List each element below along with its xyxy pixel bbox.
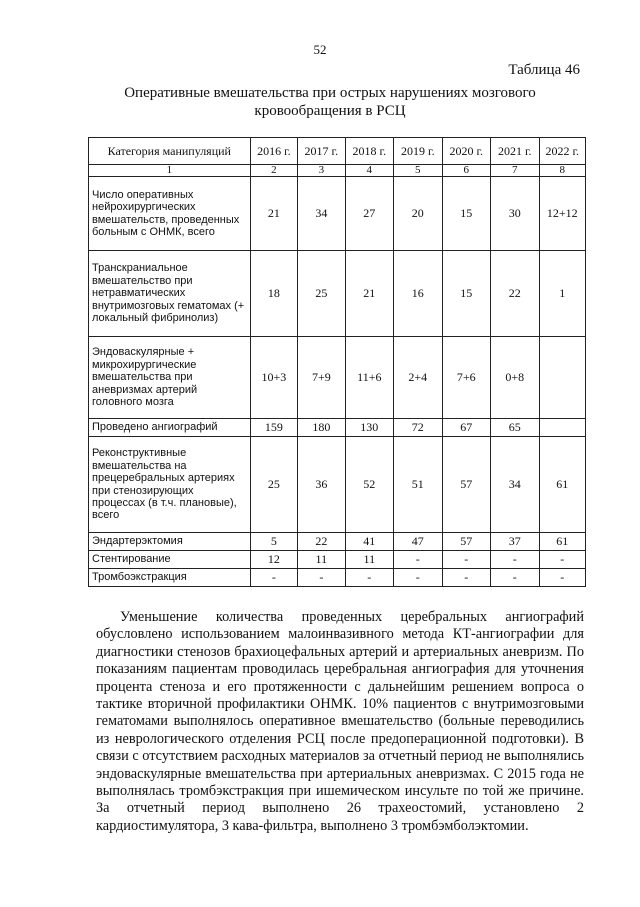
cell-value: 18 bbox=[250, 251, 297, 337]
cell-value: 15 bbox=[442, 251, 490, 337]
cell-value: 22 bbox=[491, 251, 539, 337]
cell-value: 41 bbox=[345, 533, 393, 551]
cell-value: - bbox=[298, 569, 345, 587]
cell-value bbox=[539, 419, 586, 437]
surgery-table bbox=[88, 137, 586, 587]
header-row bbox=[89, 138, 586, 165]
cell-value: 27 bbox=[345, 177, 393, 251]
cell-value: 10+3 bbox=[250, 337, 297, 419]
cell-value: 65 bbox=[491, 419, 539, 437]
cell-value: 57 bbox=[442, 437, 490, 533]
table-title: Оперативные вмешательства при острых нарушениях мозгового кровообращения в РСЦ bbox=[124, 85, 536, 119]
row-label: Транскраниальное вмешательство при нетравматических внутримозговых гематомах (+ локальный фибринолиз) bbox=[89, 251, 251, 337]
header-year: 2022 г. bbox=[539, 138, 586, 165]
column-number: 1 bbox=[89, 165, 251, 177]
cell-value: 12 bbox=[250, 551, 297, 569]
header-year: 2017 г. bbox=[298, 138, 345, 165]
table-row bbox=[89, 437, 586, 533]
table-row bbox=[89, 177, 586, 251]
cell-value: 159 bbox=[250, 419, 297, 437]
row-label: Реконструктивные вмешательства на прецеребральных артериях при стенозирующих процессах (в т.ч. плановые), всего bbox=[89, 437, 251, 533]
column-number-row bbox=[89, 165, 586, 177]
cell-value: - bbox=[491, 569, 539, 587]
cell-value: - bbox=[250, 569, 297, 587]
cell-value: - bbox=[394, 551, 442, 569]
cell-value: - bbox=[394, 569, 442, 587]
cell-value: 51 bbox=[394, 437, 442, 533]
cell-value: 61 bbox=[539, 437, 586, 533]
column-number: 4 bbox=[345, 165, 393, 177]
cell-value: 5 bbox=[250, 533, 297, 551]
cell-value: 16 bbox=[394, 251, 442, 337]
cell-value: 61 bbox=[539, 533, 586, 551]
cell-value: 34 bbox=[491, 437, 539, 533]
table-row bbox=[89, 533, 586, 551]
row-label: Проведено ангиографий bbox=[89, 419, 251, 437]
column-number: 8 bbox=[539, 165, 586, 177]
row-label: Число оперативных нейрохирургических вмешательств, проведенных больным с ОНМК, всего bbox=[89, 177, 251, 251]
cell-value: 11+6 bbox=[345, 337, 393, 419]
cell-value: 11 bbox=[345, 551, 393, 569]
cell-value: 21 bbox=[250, 177, 297, 251]
cell-value: 15 bbox=[442, 177, 490, 251]
cell-value: 25 bbox=[298, 251, 345, 337]
table-row bbox=[89, 551, 586, 569]
table-row bbox=[89, 569, 586, 587]
header-year: 2019 г. bbox=[394, 138, 442, 165]
table-row bbox=[89, 419, 586, 437]
row-label: Тромбоэкстракция bbox=[89, 569, 251, 587]
page-number: 52 bbox=[313, 42, 327, 57]
cell-value: 47 bbox=[394, 533, 442, 551]
column-number: 7 bbox=[491, 165, 539, 177]
header-year: 2016 г. bbox=[250, 138, 297, 165]
cell-value: - bbox=[539, 569, 586, 587]
cell-value: 12+12 bbox=[539, 177, 586, 251]
cell-value: 21 bbox=[345, 251, 393, 337]
cell-value: 7+6 bbox=[442, 337, 490, 419]
body-text bbox=[96, 609, 584, 835]
header-year: 2018 г. bbox=[345, 138, 393, 165]
header-category: Категория манипуляций bbox=[89, 138, 251, 165]
body-paragraph: Уменьшение количества проведенных церебральных ангиографий обусловлено использованием малоинвазивного метода КТ-ангиографии для диагностики стенозов брахиоцефальных артерий и артериальных аневризм. По показаниям пациентам проводилась церебральная ангиография для уточнения процента стеноза и его протяженности с дальнейшим решением вопроса о тактике вторичной профилактики ОНМК. 10% пациентов с внутримозговыми гематомами выполнялось оперативное вмешательство (больные переводились из неврологического отделения РСЦ после предоперационной подготовки). В связи с отсутствием расходных материалов за отчетный период не выполнялись эндоваскулярные вмешательства при артериальных аневризмах. С 2015 года не выполнялась тромбэкстракция при ишемическом инсульте по той же причине. За отчетный период выполнено 26 трахеостомий, установлено 2 кардиостимулятора, 3 кава-фильтра, выполнено 3 тромбэмболэктомии. bbox=[96, 609, 584, 834]
cell-value: 25 bbox=[250, 437, 297, 533]
column-number: 2 bbox=[250, 165, 297, 177]
cell-value: 30 bbox=[491, 177, 539, 251]
cell-value: 20 bbox=[394, 177, 442, 251]
cell-value: - bbox=[539, 551, 586, 569]
cell-value: 34 bbox=[298, 177, 345, 251]
cell-value: 0+8 bbox=[491, 337, 539, 419]
cell-value: 22 bbox=[298, 533, 345, 551]
cell-value: - bbox=[442, 551, 490, 569]
cell-value: - bbox=[442, 569, 490, 587]
column-number: 6 bbox=[442, 165, 490, 177]
column-number: 5 bbox=[394, 165, 442, 177]
cell-value: 1 bbox=[539, 251, 586, 337]
cell-value: - bbox=[345, 569, 393, 587]
cell-value: 36 bbox=[298, 437, 345, 533]
cell-value: 52 bbox=[345, 437, 393, 533]
table-label: Таблица 46 bbox=[508, 62, 580, 78]
column-number: 3 bbox=[298, 165, 345, 177]
cell-value: - bbox=[491, 551, 539, 569]
header-year: 2020 г. bbox=[442, 138, 490, 165]
cell-value: 11 bbox=[298, 551, 345, 569]
cell-value: 7+9 bbox=[298, 337, 345, 419]
cell-value: 37 bbox=[491, 533, 539, 551]
cell-value bbox=[539, 337, 586, 419]
table-row bbox=[89, 337, 586, 419]
cell-value: 2+4 bbox=[394, 337, 442, 419]
row-label: Стентирование bbox=[89, 551, 251, 569]
cell-value: 72 bbox=[394, 419, 442, 437]
cell-value: 57 bbox=[442, 533, 490, 551]
table-row bbox=[89, 251, 586, 337]
cell-value: 180 bbox=[298, 419, 345, 437]
row-label: Эндоваскулярные + микрохирургические вмешательства при аневризмах артерий головного мозга bbox=[89, 337, 251, 419]
cell-value: 130 bbox=[345, 419, 393, 437]
row-label: Эндартерэктомия bbox=[89, 533, 251, 551]
header-year: 2021 г. bbox=[491, 138, 539, 165]
cell-value: 67 bbox=[442, 419, 490, 437]
